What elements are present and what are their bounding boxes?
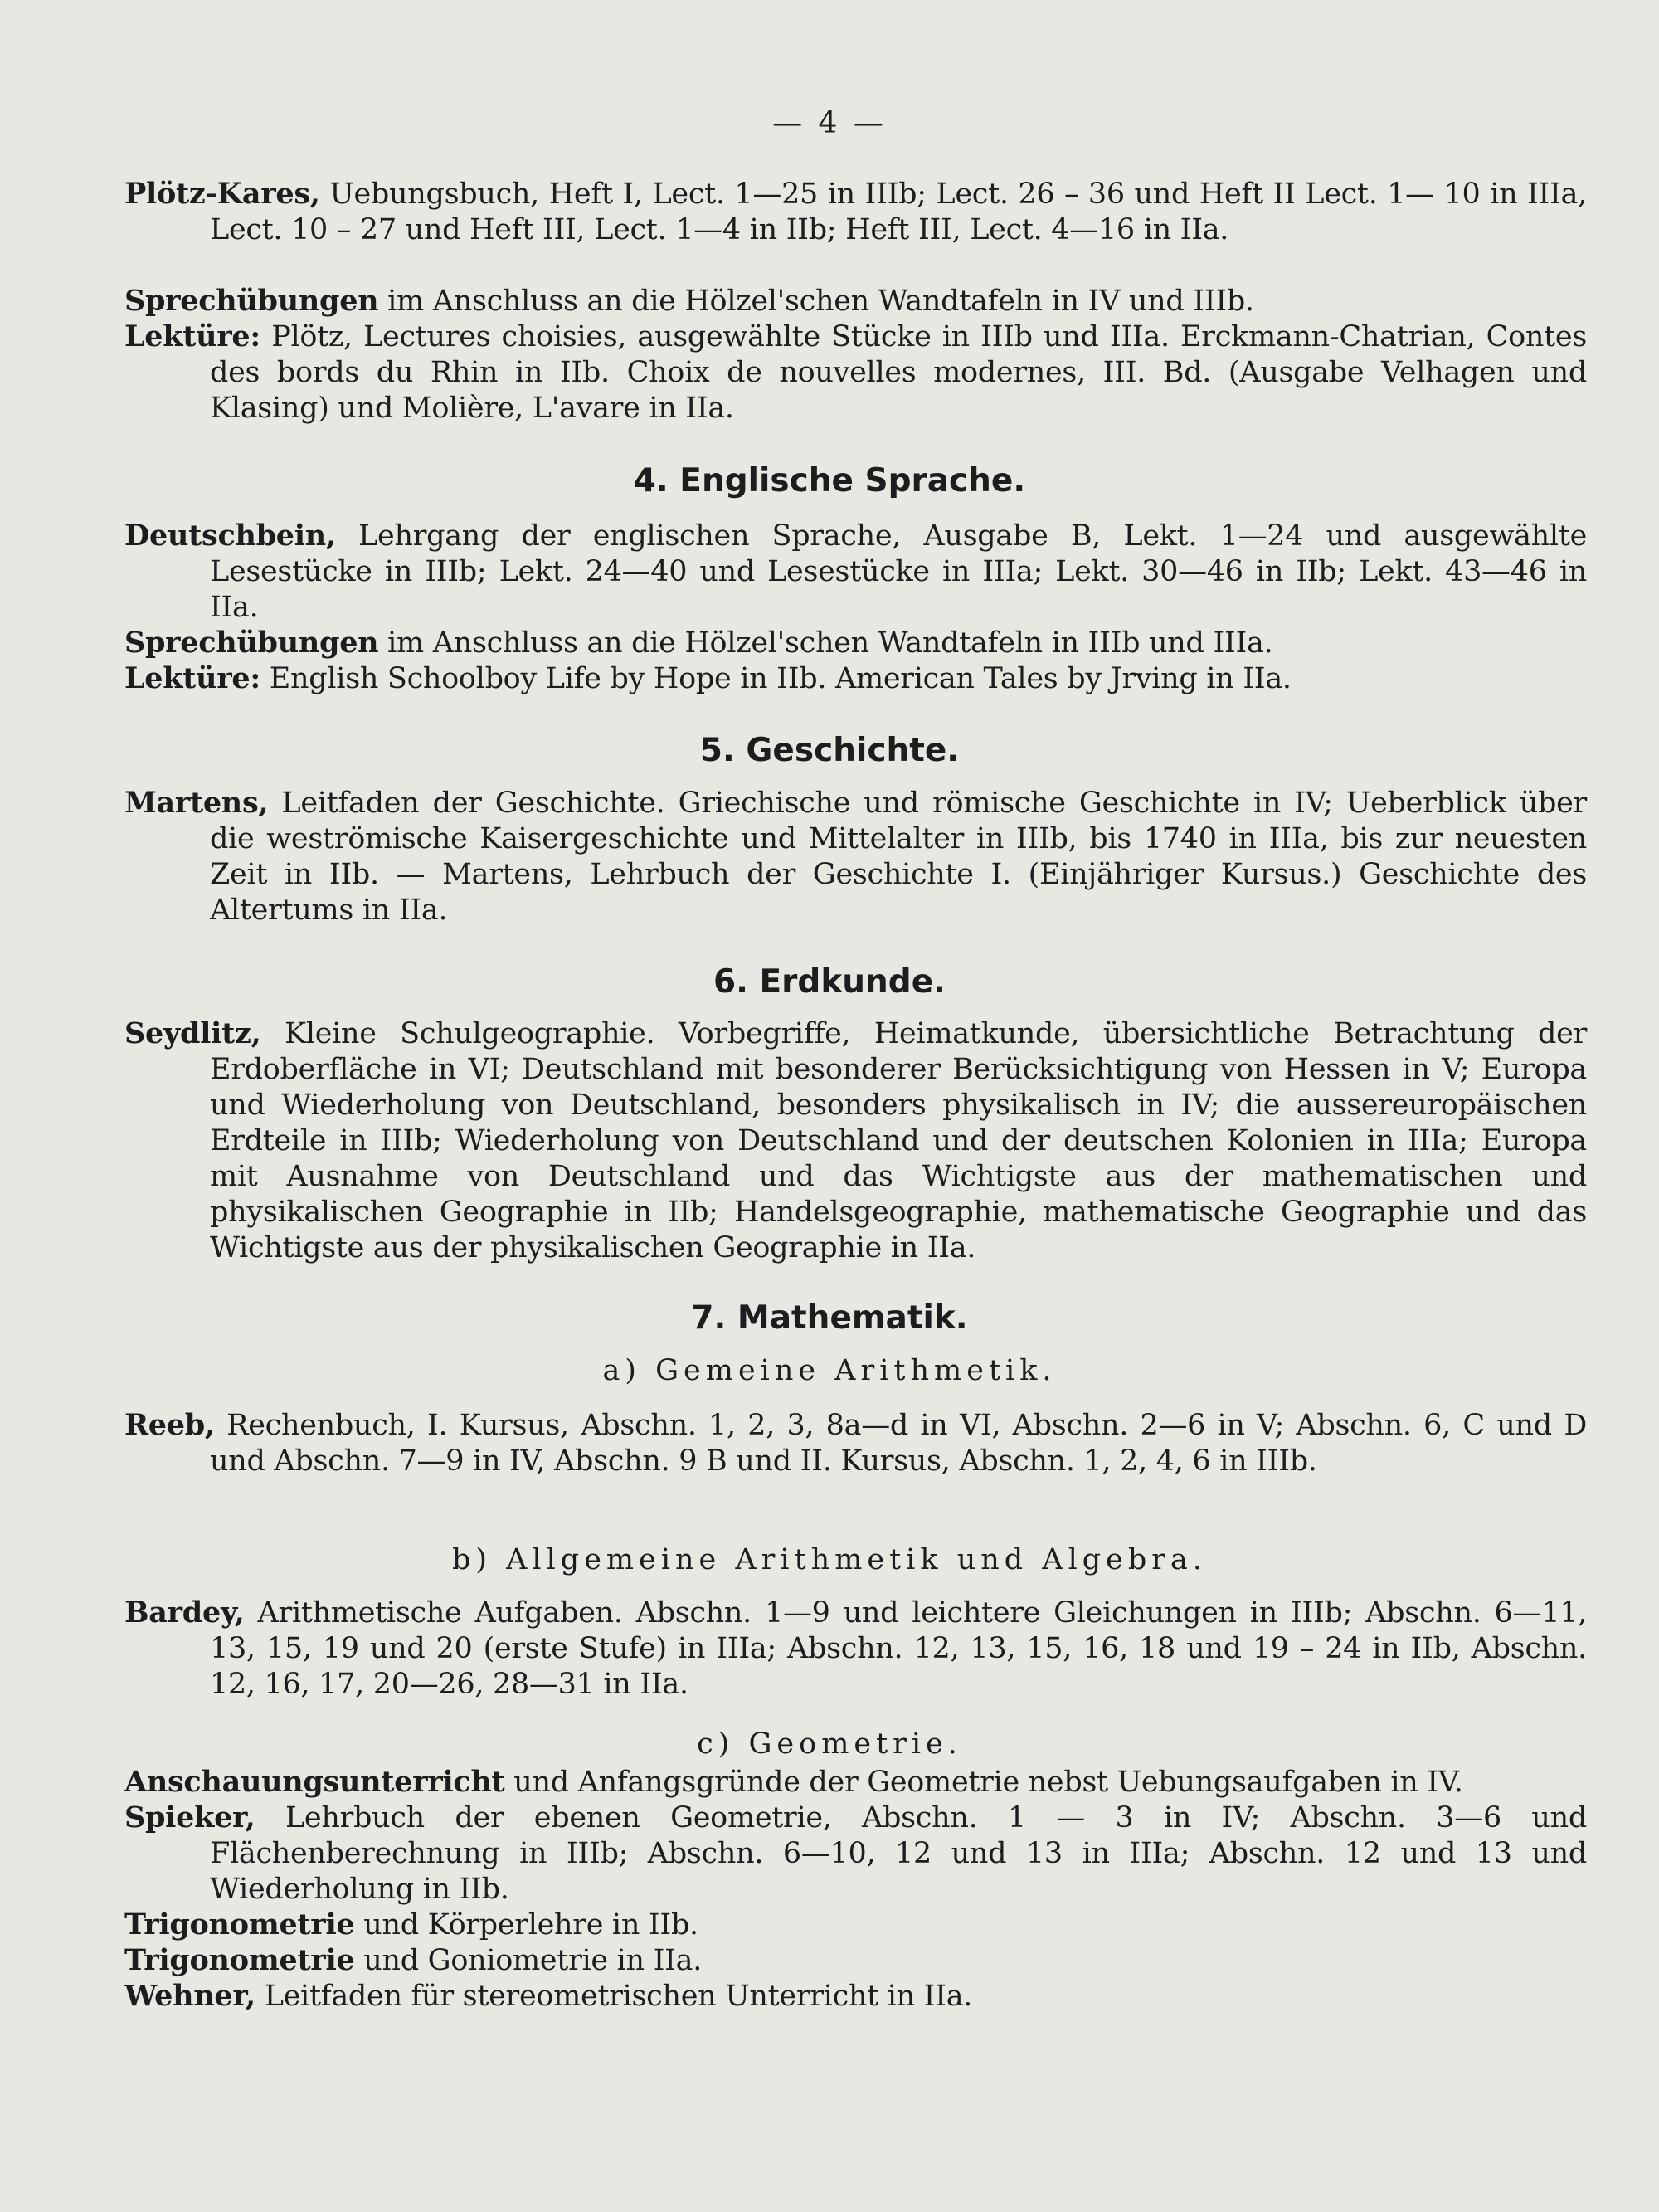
subheading-gemeine-arithmetik: a) Gemeine Arithmetik. [602, 1354, 1057, 1387]
book-entry-sprechuebungen-en: Sprechübungen im Anschluss an die Hölzel'schen Wandtafeln in IIIb und IIIa. [124, 626, 1273, 660]
section-heading-geography: 6. Erdkunde. [713, 963, 946, 1001]
book-entry-ploetz-kares: Plötz-Kares, Uebungsbuch, Heft I, Lect. 1—25 in IIIb; Lect. 26 – 36 und Heft II Lect. 1— 10 in IIIa, Lect. 10 – 27 und Heft III, Lect. 1—4 in IIb; Heft III, Lect. 4—16 in IIa. [124, 177, 1587, 246]
section-heading-math: 7. Mathematik. [691, 1299, 968, 1337]
book-entry-spieker: Spieker, Lehrbuch der ebenen Geometrie, Abschn. 1 — 3 in IV; Abschn. 3—6 und Flächenberechnung in IIIb; Abschn. 6—10, 12 und 13 in IIIa; Abschn. 12 und 13 und Wiederholung in IIb. [124, 1800, 1587, 1906]
book-entry-trig-koerper: Trigonometrie und Körperlehre in IIb. [124, 1907, 698, 1942]
book-entry-lektuere-fr: Lektüre: Plötz, Lectures choisies, ausgewählte Stücke in IIIb und IIIa. Erckmann-Chatrian, Contes des bords du Rhin in IIb. Choix de nouvelles modernes, III. Bd. (Ausgabe Velhagen und Klasing) und Molière, L'avare in IIa. [124, 319, 1587, 425]
book-entry-seydlitz: Seydlitz, Kleine Schulgeographie. Vorbegriffe, Heimatkunde, übersichtliche Betrachtung der Erdoberfläche in VI; Deutschland mit besonderer Berücksichtigung von Hessen in V; Europa und Wiederholung von Deutschland, besonders physikalisch in IV; die aussereuropäischen Erdteile in IIIb; Wiederholung von Deutschland und der deutschen Kolonien in IIIa; Europa mit Ausnahme von Deutschland und das Wichtigste aus der mathematischen und physikalischen Geographie in IIb; Handelsgeographie, mathematische Geographie und das Wichtigste aus der physikalischen Geographie in IIa. [124, 1016, 1587, 1264]
book-entry-trig-gonio: Trigonometrie und Goniometrie in IIa. [124, 1943, 703, 1977]
book-entry-bardey: Bardey, Arithmetische Aufgaben. Abschn. 1—9 und leichtere Gleichungen in IIIb; Abschn. 6—11, 13, 15, 19 und 20 (erste Stufe) in IIIa; Abschn. 12, 13, 15, 16, 18 und 19 – 24 in IIb, Abschn. 12, 16, 17, 20—26, 28—31 in IIa. [124, 1596, 1587, 1701]
page-number: — 4 — [772, 106, 887, 140]
book-entry-sprechuebungen-fr: Sprechübungen im Anschluss an die Hölzel'schen Wandtafeln in IV und IIIb. [124, 284, 1254, 318]
subheading-algebra: b) Allgemeine Arithmetik und Algebra. [451, 1543, 1208, 1576]
book-entry-martens: Martens, Leitfaden der Geschichte. Griechische und römische Geschichte in IV; Ueberblick über die weströmische Kaisergeschichte und Mittelalter in IIIb, bis 1740 in IIIa, bis zur neuesten Zeit in IIb. — Martens, Lehrbuch der Geschichte I. (Einjähriger Kursus.) Geschichte des Altertums in IIa. [124, 786, 1587, 927]
book-entry-lektuere-en: Lektüre: English Schoolboy Life by Hope in IIb. American Tales by Jrving in IIa. [124, 661, 1292, 695]
section-heading-history: 5. Geschichte. [699, 732, 960, 769]
book-entry-anschauung: Anschauungsunterricht und Anfangsgründe der Geometrie nebst Uebungsaufgaben in IV. [124, 1765, 1463, 1799]
book-entry-wehner: Wehner, Leitfaden für stereometrischen Unterricht in IIa. [124, 1979, 973, 2013]
book-entry-deutschbein: Deutschbein, Lehrgang der englischen Sprache, Ausgabe B, Lekt. 1—24 und ausgewählte Lesestücke in IIIb; Lekt. 24—40 und Lesestücke in IIIa; Lekt. 30—46 in IIb; Lekt. 43—46 in IIa. [124, 519, 1587, 624]
section-heading-english: 4. Englische Sprache. [633, 462, 1026, 499]
book-entry-reeb: Reeb, Rechenbuch, I. Kursus, Abschn. 1, 2, 3, 8a—d in VI, Abschn. 2—6 in V; Abschn. 6, C und D und Abschn. 7—9 in IV, Abschn. 9 B und II. Kursus, Abschn. 1, 2, 4, 6 in IIIb. [124, 1408, 1587, 1478]
subheading-geometrie: c) Geometrie. [697, 1727, 962, 1761]
